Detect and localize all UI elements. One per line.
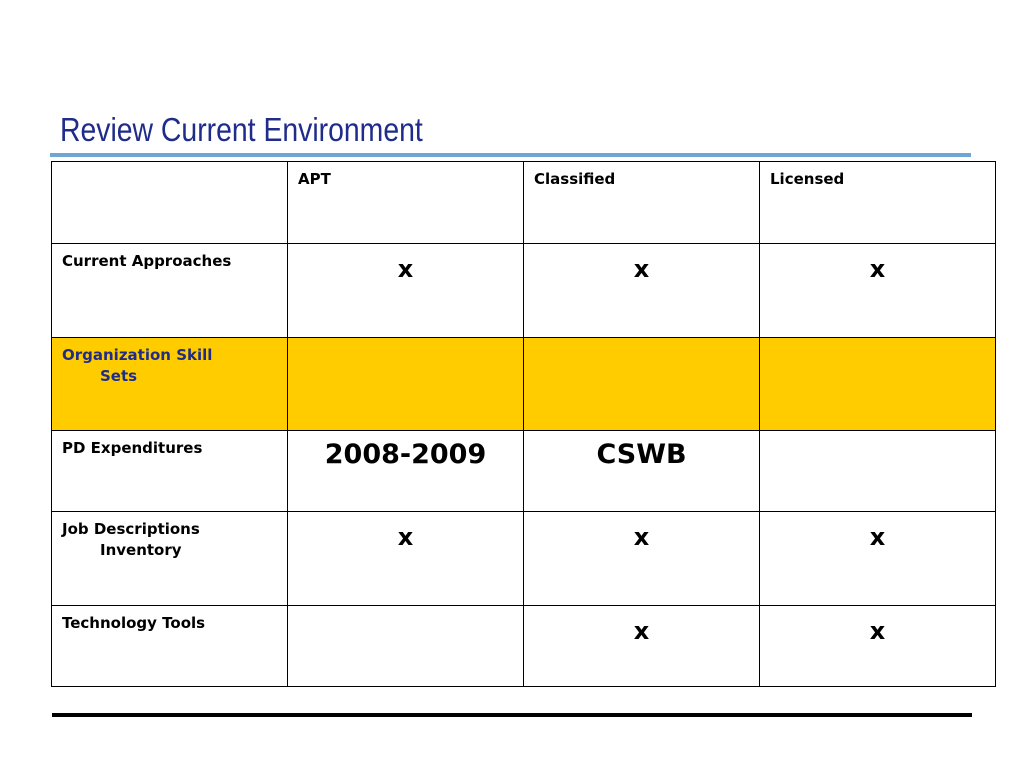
header-classified: Classified: [534, 170, 616, 188]
table-row-pd-expenditures: [52, 431, 996, 512]
cell-classified: [524, 431, 760, 512]
table-header-row: [52, 162, 996, 244]
check-mark: x: [869, 617, 886, 645]
header-cell-licensed: [760, 162, 996, 244]
check-mark: x: [633, 523, 650, 551]
row-label-technology-tools: Technology Tools: [62, 614, 206, 632]
cell-apt: [288, 431, 524, 512]
check-mark: x: [633, 617, 650, 645]
cell-licensed: [760, 606, 996, 687]
row-label-cell: [52, 244, 288, 338]
cell-classified: [524, 606, 760, 687]
check-mark: x: [633, 255, 650, 283]
environment-table: [51, 161, 996, 687]
cell-licensed: [760, 431, 996, 512]
cell-licensed: [760, 512, 996, 606]
header-apt: APT: [298, 170, 331, 188]
row-label-cell: [52, 606, 288, 687]
row-label-cell: [52, 431, 288, 512]
cell-apt: [288, 338, 524, 431]
header-cell-classified: [524, 162, 760, 244]
row-label-current-approaches: Current Approaches: [62, 252, 232, 270]
cell-classified: [524, 512, 760, 606]
cell-apt: [288, 606, 524, 687]
cell-apt: [288, 512, 524, 606]
table-row-current-approaches: [52, 244, 996, 338]
check-mark: x: [397, 523, 414, 551]
cell-licensed: [760, 244, 996, 338]
check-mark: x: [869, 255, 886, 283]
row-label-cell: [52, 512, 288, 606]
slide-title: Review Current Environment: [60, 111, 423, 148]
pd-cswb-value: CSWB: [596, 439, 687, 470]
pd-year-value: 2008-2009: [324, 439, 487, 470]
row-label-job-descriptions-inventory: Job Descriptions Inventory: [62, 520, 200, 559]
row-label-pd-expenditures: PD Expenditures: [62, 439, 203, 457]
row-label-organization-skill-sets: Organization Skill Sets: [62, 346, 213, 385]
check-mark: x: [397, 255, 414, 283]
cell-licensed: [760, 338, 996, 431]
check-mark: x: [869, 523, 886, 551]
row-label-cell: [52, 338, 288, 431]
header-cell-empty: [52, 162, 288, 244]
cell-classified: [524, 338, 760, 431]
footer-rule: [52, 713, 972, 717]
cell-classified: [524, 244, 760, 338]
table-row-job-descriptions-inventory: [52, 512, 996, 606]
cell-apt: [288, 244, 524, 338]
table-row-organization-skill-sets: [52, 338, 996, 431]
title-underline: [50, 153, 971, 157]
header-licensed: Licensed: [770, 170, 845, 188]
table-row-technology-tools: [52, 606, 996, 687]
header-cell-apt: [288, 162, 524, 244]
